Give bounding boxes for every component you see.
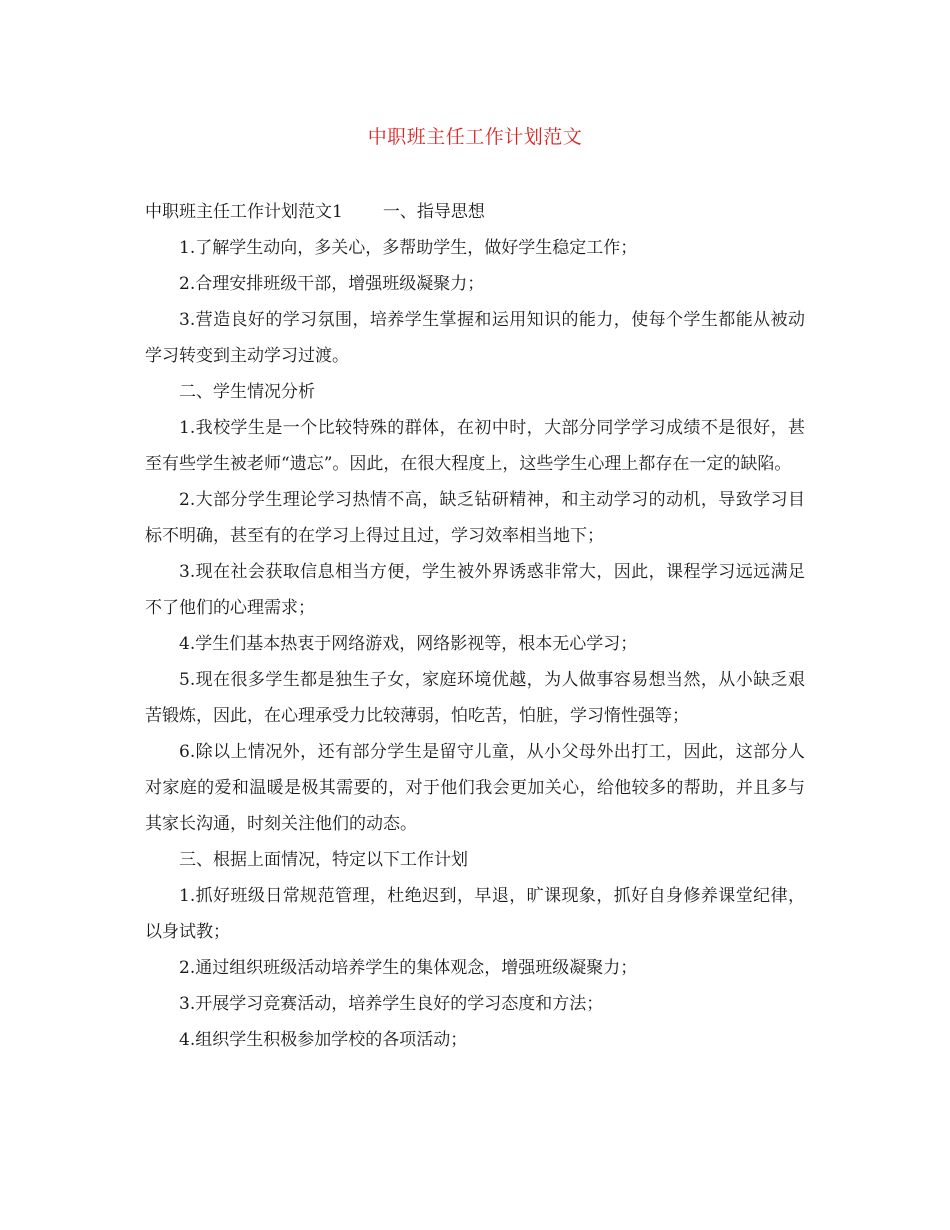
paragraph: 2.通过组织班级活动培养学生的集体观念，增强班级凝聚力；	[179, 958, 638, 978]
paragraph: 2.大部分学生理论学习热情不高，缺乏钻研精神，和主动学习的动机，导致学习目标不明确，甚至有的在学习上得过且过，学习效率相当地下；	[145, 490, 805, 546]
paragraph: 6.除以上情况外，还有部分学生是留守儿童，从小父母外出打工，因此，这部分人对家庭的爱和温暖是极其需要的，对于他们我会更加关心，给他较多的帮助，并且多与其家长沟通，时刻关注他们的动态。	[145, 742, 805, 834]
section-heading: 三、根据上面情况，特定以下工作计划	[179, 850, 468, 870]
paragraph: 1.抓好班级日常规范管理，杜绝迟到，早退，旷课现象，抓好自身修养课堂纪律，以身试教；	[145, 886, 805, 942]
paragraph: 3.现在社会获取信息相当方便，学生被外界诱惑非常大，因此，课程学习远远满足不了他们的心理需求；	[145, 562, 805, 618]
paragraph: 1.我校学生是一个比较特殊的群体，在初中时，大部分同学学习成绩不是很好，甚至有些学生被老师“遗忘”。因此，在很大程度上，这些学生心理上都存在一定的缺陷。	[145, 418, 805, 474]
paragraph: 4.组织学生积极参加学校的各项活动；	[179, 1030, 468, 1050]
paragraph: 2.合理安排班级干部，增强班级凝聚力；	[179, 274, 485, 294]
paragraph: 3.开展学习竞赛活动，培养学生良好的学习态度和方法；	[179, 994, 604, 1014]
paragraph: 4.学生们基本热衷于网络游戏，网络影视等，根本无心学习；	[179, 634, 638, 654]
paragraph: 5.现在很多学生都是独生子女，家庭环境优越，为人做事容易想当然，从小缺乏艰苦锻炼，因此，在心理承受力比较薄弱，怕吃苦，怕脏，学习惰性强等；	[145, 670, 805, 726]
section-heading-plan: 中职班主任工作计划范文1	[145, 202, 343, 222]
section-heading: 二、学生情况分析	[179, 382, 315, 402]
paragraph: 1.了解学生动向，多关心，多帮助学生，做好学生稳定工作；	[179, 238, 638, 258]
first-line	[145, 194, 805, 230]
section-heading-guiding-idea: 一、指导思想	[382, 202, 485, 222]
document-title: 中职班主任工作计划范文	[367, 126, 583, 148]
document-body	[145, 194, 805, 1058]
paragraph: 3.营造良好的学习氛围，培养学生掌握和运用知识的能力，使每个学生都能从被动 学习转变到主动学习过渡。	[145, 310, 805, 366]
